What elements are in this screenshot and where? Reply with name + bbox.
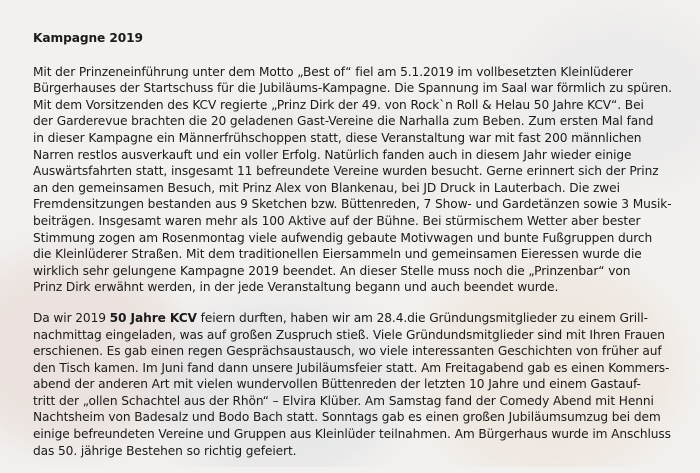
article — [33, 30, 683, 473]
paragraph-1-line: wirklich sehr gelungene Kampagne 2019 beendet. An dieser Stelle muss noch die „Prinzenbar“ von — [33, 263, 631, 278]
paragraph-2-line — [33, 310, 683, 327]
paragraph-1-line: in dieser Kampagne ein Männerfrühschoppen statt, diese Veranstaltung war mit fast 200 männlichen — [33, 130, 642, 145]
paragraph-1-line: Bürgerhauses der Startschuss für die Jubiläums-Kampagne. Die Spannung im Saal war förmlich zu spüren. — [33, 81, 672, 96]
paragraph-1-line: Mit dem Vorsitzenden des KCV regierte „Prinz Dirk der 49. von Rock`n Roll & Helau 50 Jahre KCV“. Bei — [33, 97, 644, 112]
paragraph-1-line: Stimmung zogen am Rosenmontag viele aufwendig gebaute Motivwagen und bunte Fußgruppen durch — [33, 230, 653, 245]
paragraph-2-line: erschienen. Es gab einen regen Gesprächsaustausch, wo viele interessanten Geschichten von früher auf — [33, 344, 662, 359]
text-segment: Da wir 2019 — [33, 310, 110, 325]
highlight-50-jahre-kcv: 50 Jahre KCV — [109, 310, 197, 325]
paragraph-1-line: beiträgen. Insgesamt waren mehr als 100 Aktive auf der Bühne. Bei stürmischem Wetter aber bester — [33, 213, 641, 228]
paragraph-1-line: Prinz Dirk erwähnt werden, in der jede Veranstaltung begann und auch beendet wurde. — [33, 280, 559, 295]
paragraph-1-line: Fremdensitzungen bestanden aus 9 Sketchen bzw. Büttenreden, 7 Show- und Gardetänzen sowie 3 Musik- — [33, 197, 672, 212]
paragraph-1-line: die Kleinlüderer Straßen. Mit dem traditionellen Eiersammeln und gemeinsamen Eieressen wurde die — [33, 247, 642, 262]
paragraph-1-line: Narren restlos ausverkauft und ein voller Erfolg. Natürlich fanden auch in diesem Jahr wieder einige — [33, 147, 632, 162]
paragraph-1-line: an den gemeinsamen Besuch, mit Prinz Alex von Blankenau, bei JD Druck in Lauterbach. Die zwei — [33, 180, 620, 195]
paragraph-1 — [33, 64, 683, 296]
paragraph-2-line: Nachtsheim von Badesalz und Bodo Bach statt. Sonntags gab es einen großen Jubiläumsumzug bei dem — [33, 410, 661, 425]
paragraph-2-line: das 50. jährige Bestehen so richtig gefeiert. — [33, 443, 297, 458]
paragraph-2-line: nachmittag eingeladen, was auf großen Zuspruch stieß. Viele Gründundsmitglieder sind mit Ihren Frauen — [33, 327, 665, 342]
paragraph-2-line: einige befreundeten Vereine und Gruppen aus Kleinlüder teilnahmen. Am Bürgerhaus wurde im Anschluss — [33, 427, 671, 442]
paragraph-1-line: Auswärtsfahrten statt, insgesamt 11 befreundete Vereine wurden besucht. Gerne erinnert sich der Prinz — [33, 164, 659, 179]
paragraph-2-line: abend der anderen Art mit vielen wundervollen Büttenreden der letzten 10 Jahre und einem Gastauf- — [33, 377, 641, 392]
paragraph-2-line: tritt der „ollen Schachtel aus der Rhön“ – Elvira Klüber. Am Samstag fand der Comedy Abend mit Henni — [33, 393, 654, 408]
paragraph-2-line: den Tisch kamen. Im Juni fand dann unsere Jubiläumsfeier statt. Am Freitagabend gab es einen Kommers- — [33, 360, 670, 375]
text-segment: feiern durften, haben wir am 28.4.die Gründungsmitglieder zu einem Grill- — [196, 310, 648, 325]
paragraph-1-line: der Garderevue brachten die 20 geladenen Gast-Vereine die Narhalla zum Beben. Zum ersten Mal fand — [33, 114, 654, 129]
paragraph-2 — [33, 310, 683, 459]
paragraph-1-line: Mit der Prinzeneinführung unter dem Motto „Best of“ fiel am 5.1.2019 im vollbesetzten Kleinlüderer — [33, 64, 633, 79]
article-title: Kampagne 2019 — [33, 31, 143, 45]
